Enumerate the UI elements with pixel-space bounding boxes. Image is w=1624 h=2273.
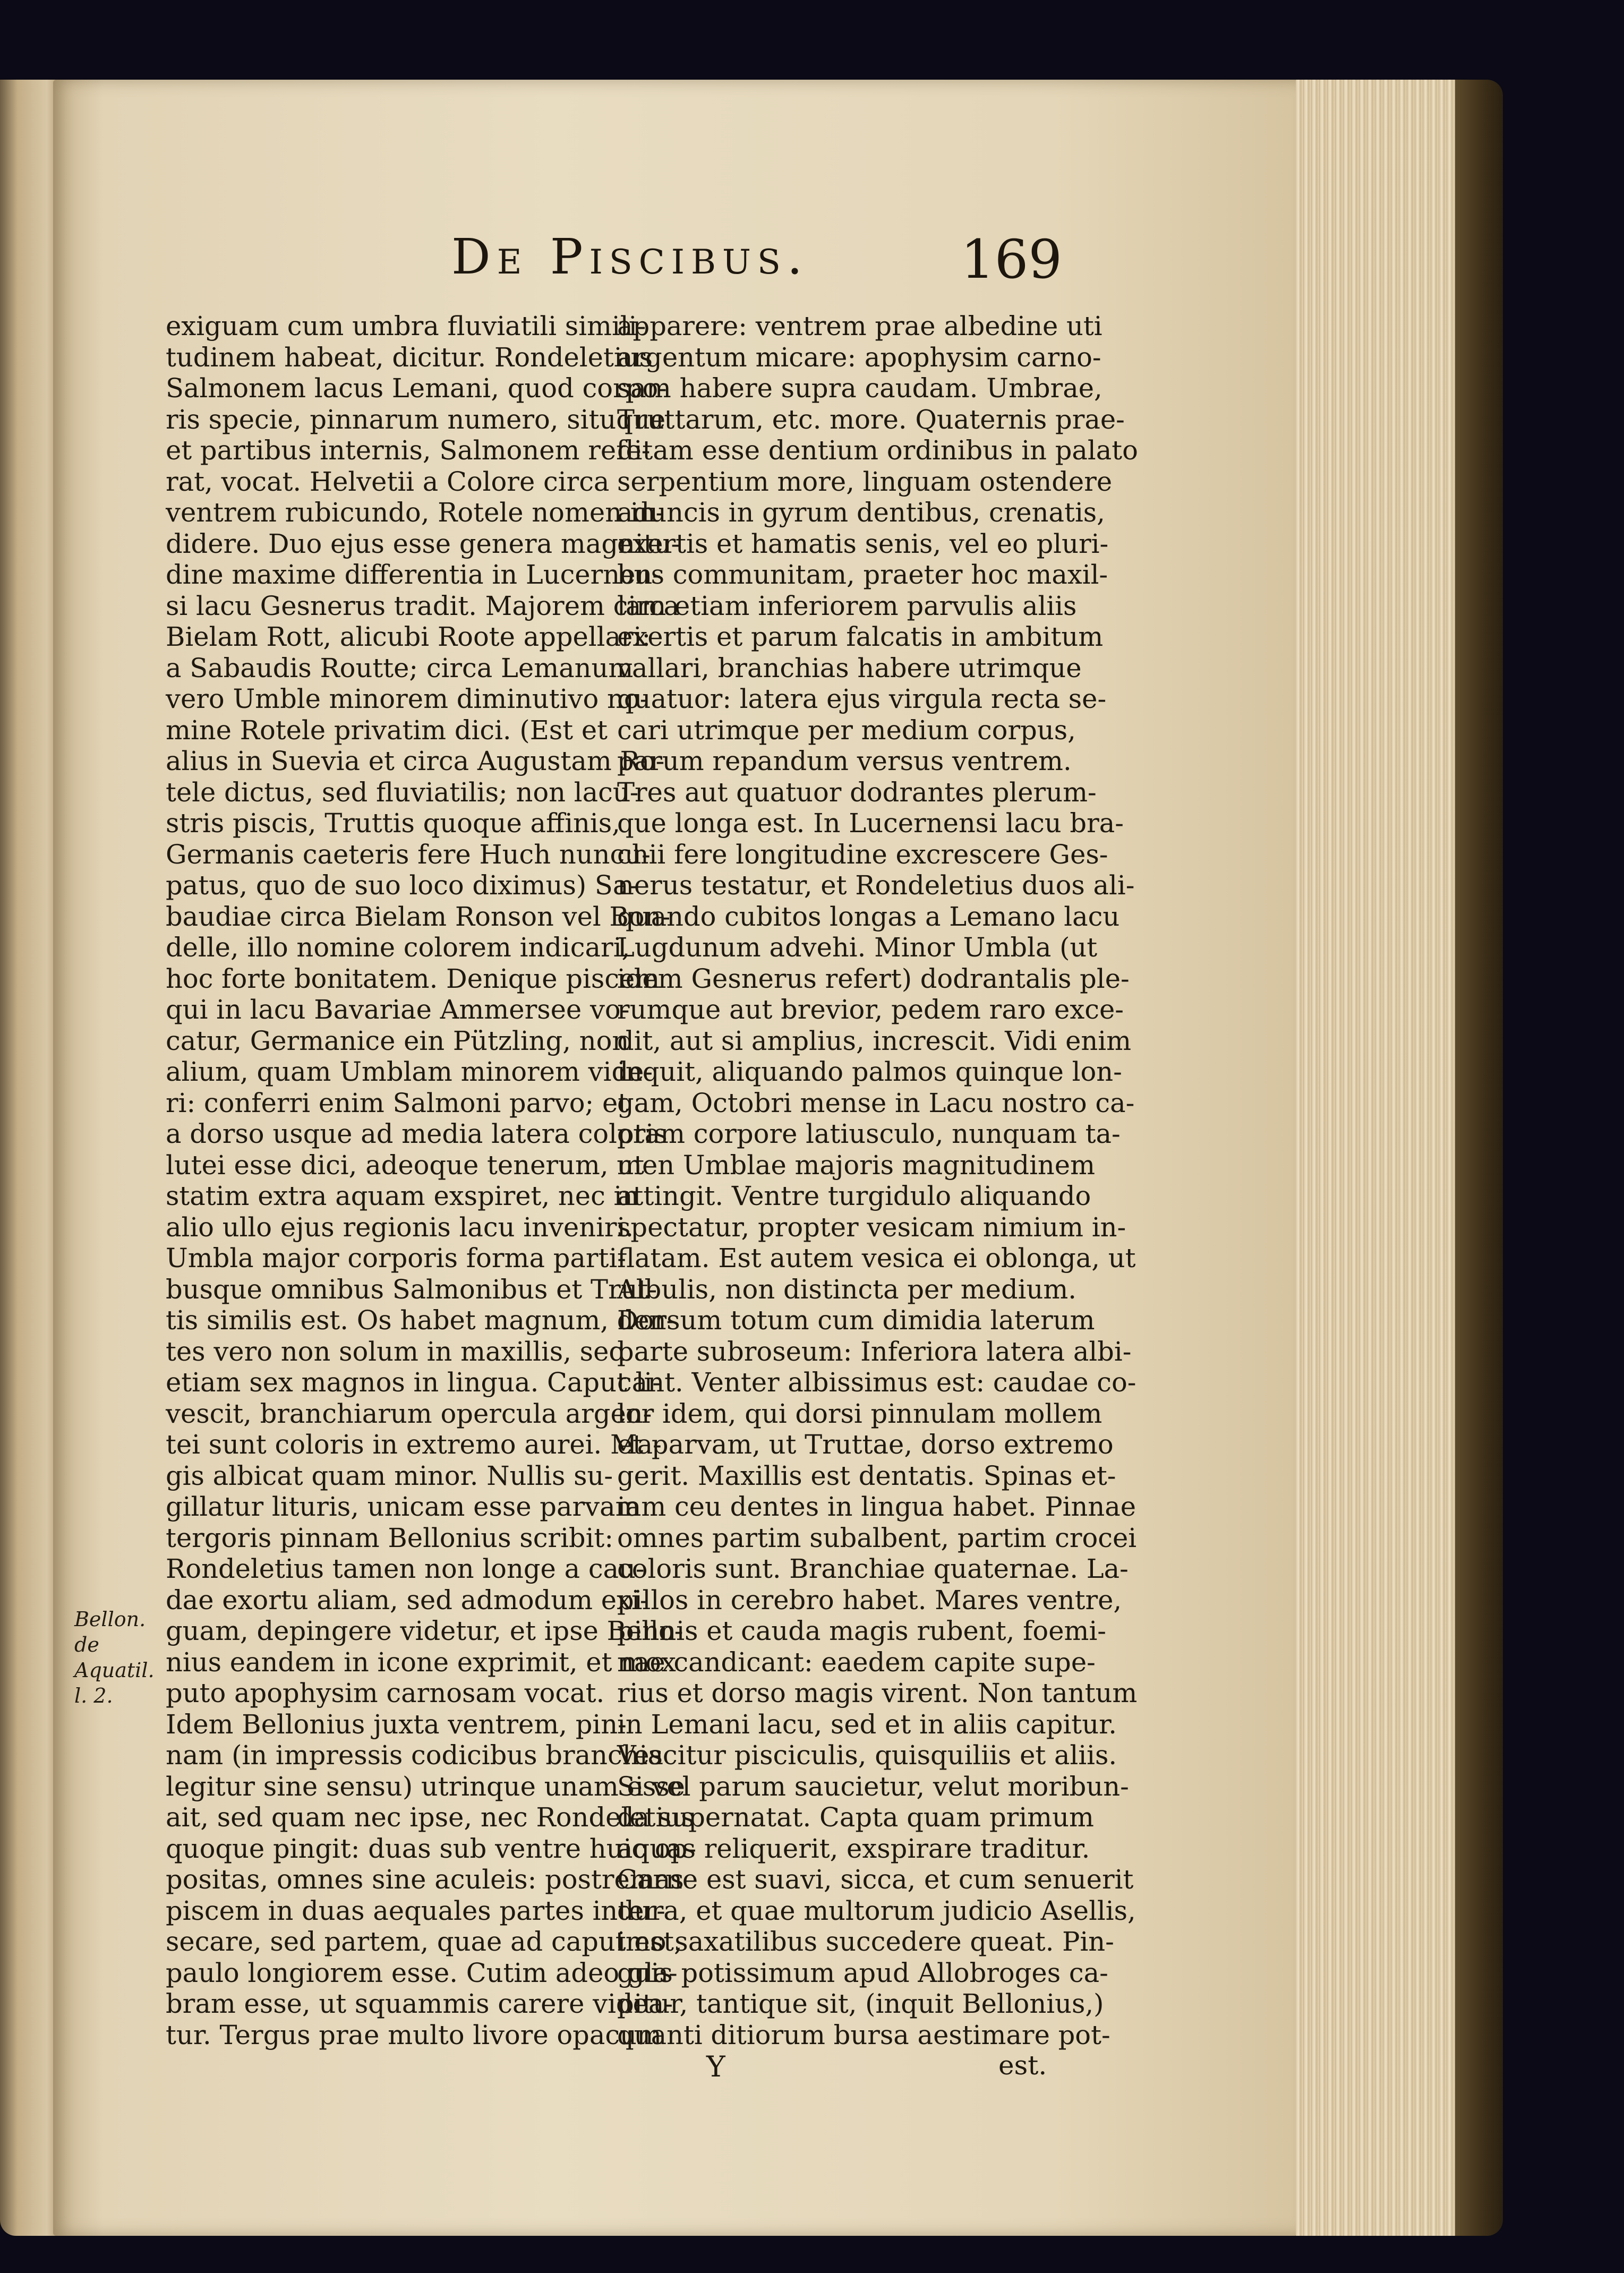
text-line: Carne est suavi, sicca, et cum senuerit bbox=[617, 1864, 1134, 1895]
text-line: idem Gesnerus refert) dodrantalis ple- bbox=[617, 963, 1130, 994]
text-line: a dorso usque ad media latera coloris bbox=[166, 1118, 668, 1149]
text-line: serpentium more, linguam ostendere bbox=[617, 466, 1113, 497]
marginal-note-line: Aquatil. l. 2. bbox=[74, 1659, 155, 1707]
text-line: chii fere longitudine excrescere Ges- bbox=[617, 839, 1108, 870]
text-line: bram esse, ut squammis carere videa- bbox=[166, 1988, 673, 2019]
text-line: positas, omnes sine aculeis: postremas bbox=[166, 1864, 684, 1895]
text-line: ventrem rubicundo, Rotele nomen in- bbox=[166, 497, 665, 528]
text-line: et parvam, ut Truttae, dorso extremo bbox=[617, 1429, 1114, 1460]
text-line: alio ullo ejus regionis lacu inveniri. bbox=[166, 1211, 634, 1243]
text-line: dine maxime differentia in Lucernen- bbox=[166, 559, 662, 590]
text-line: Albulis, non distincta per medium. bbox=[617, 1274, 1077, 1305]
text-line: da supernatat. Capta quam primum bbox=[617, 1802, 1094, 1833]
text-line: imo saxatilibus succedere queat. Pin- bbox=[617, 1926, 1114, 1957]
text-line: vero Umble minorem diminutivo no- bbox=[166, 683, 649, 714]
text-line: quanti ditiorum bursa aestimare pot- bbox=[617, 2019, 1110, 2050]
text-line: gis albicat quam minor. Nullis su- bbox=[166, 1460, 613, 1491]
text-line: vescit, branchiarum opercula argen- bbox=[166, 1398, 652, 1429]
text-line: catur, Germanice ein Pützling, non bbox=[166, 1025, 629, 1056]
text-line: pinnis et cauda magis rubent, foemi- bbox=[617, 1616, 1106, 1646]
text-line: spectatur, propter vesicam nimium in- bbox=[617, 1211, 1126, 1243]
text-line: tele dictus, sed fluviatilis; non lacu- bbox=[166, 776, 639, 808]
text-line: delle, illo nomine colorem indicari, bbox=[166, 932, 630, 963]
text-line: apparere: ventrem prae albedine uti bbox=[617, 311, 1102, 341]
text-line: etiam sex magnos in lingua. Caput li- bbox=[166, 1367, 662, 1398]
facing-page-edge bbox=[0, 80, 58, 2236]
text-line: pillos in cerebro habet. Mares ventre, bbox=[617, 1584, 1122, 1616]
text-line: quoque pingit: duas sub ventre huic op- bbox=[166, 1833, 697, 1864]
text-line: Idem Bellonius juxta ventrem, pin- bbox=[166, 1708, 627, 1740]
text-line: stris piscis, Truttis quoque affinis, bbox=[166, 808, 620, 839]
text-line: men Umblae majoris magnitudinem bbox=[617, 1149, 1096, 1181]
text-line: flatam. Est autem vesica ei oblonga, ut bbox=[617, 1243, 1136, 1274]
text-line: et partibus internis, Salmonem refe- bbox=[166, 435, 651, 466]
text-line: aquas reliquerit, exspirare traditur. bbox=[617, 1833, 1090, 1864]
text-line: ris specie, pinnarum numero, situque bbox=[166, 404, 666, 435]
text-line: alius in Suevia et circa Augustam Ro- bbox=[166, 746, 665, 776]
page-number: 169 bbox=[961, 228, 1062, 290]
text-line: aduncis in gyrum dentibus, crenatis, bbox=[617, 497, 1105, 528]
text-line: hoc forte bonitatem. Denique piscem bbox=[166, 963, 660, 994]
text-line: nerus testatur, et Rondeletius duos ali- bbox=[617, 870, 1135, 901]
text-line: quatuor: latera ejus virgula recta se- bbox=[617, 683, 1107, 714]
text-line: statim extra aquam exspiret, nec in bbox=[166, 1181, 639, 1211]
text-line: Si vel parum saucietur, velut moribun- bbox=[617, 1771, 1129, 1802]
text-line: puto apophysim carnosam vocat. bbox=[166, 1678, 605, 1708]
text-line: cant. Venter albissimus est: caudae co- bbox=[617, 1367, 1136, 1398]
text-line: patus, quo de suo loco diximus) Sa- bbox=[166, 870, 638, 901]
text-line: alium, quam Umblam minorem vide- bbox=[166, 1056, 653, 1087]
text-line: rumque aut brevior, pedem raro exce- bbox=[617, 994, 1124, 1025]
text-line: argentum micare: apophysim carno- bbox=[617, 341, 1101, 373]
text-line: ptam corpore latiusculo, nunquam ta- bbox=[617, 1118, 1121, 1149]
text-line: lor idem, qui dorsi pinnulam mollem bbox=[617, 1398, 1102, 1429]
text-line: rat, vocat. Helvetii a Colore circa bbox=[166, 466, 610, 497]
text-line: attingit. Ventre turgidulo aliquando bbox=[617, 1181, 1091, 1211]
text-line: Dorsum totum cum dimidia laterum bbox=[617, 1305, 1095, 1336]
text-line: qui in lacu Bavariae Ammersee vo- bbox=[166, 994, 630, 1025]
text-line: ditam esse dentium ordinibus in palato bbox=[617, 435, 1138, 466]
text-line: busque omnibus Salmonibus et Trut- bbox=[166, 1274, 657, 1305]
text-line: gam, Octobri mense in Lacu nostro ca- bbox=[617, 1087, 1135, 1118]
text-line: Bielam Rott, alicubi Roote appellari: bbox=[166, 621, 651, 652]
text-line: guis potissimum apud Allobroges ca- bbox=[617, 1957, 1108, 1988]
text-line: didere. Duo ejus esse genera magnitu- bbox=[166, 528, 680, 559]
text-line: gerit. Maxillis est dentatis. Spinas et- bbox=[617, 1460, 1116, 1491]
text-line: nam (in impressis codicibus branchia bbox=[166, 1740, 663, 1771]
running-head: De Piscibus. bbox=[451, 228, 809, 285]
text-line: Truttarum, etc. more. Quaternis prae- bbox=[617, 404, 1125, 435]
text-line: nius eandem in icone exprimit, et mox bbox=[166, 1646, 676, 1678]
text-line: a Sabaudis Routte; circa Lemanum bbox=[166, 652, 634, 683]
text-line: exiguam cum umbra fluviatili simili- bbox=[166, 311, 646, 341]
text-line: Umbla major corporis forma parti- bbox=[166, 1243, 626, 1274]
text-line: lutei esse dici, adeoque tenerum, ut bbox=[166, 1149, 645, 1181]
text-line: Tres aut quatuor dodrantes plerum- bbox=[617, 776, 1097, 808]
right-column bbox=[617, 311, 1138, 2050]
text-line: vallari, branchias habere utrimque bbox=[617, 652, 1082, 683]
text-line: guam, depingere videtur, et ipse Bello- bbox=[166, 1616, 683, 1646]
text-line: quando cubitos longas a Lemano lacu bbox=[617, 901, 1120, 932]
book-cover-edge bbox=[1455, 80, 1503, 2236]
text-line: Germanis caeteris fere Huch nuncu- bbox=[166, 839, 651, 870]
text-line: omnes partim subalbent, partim crocei bbox=[617, 1522, 1137, 1553]
text-line: gillatur lituris, unicam esse parvam bbox=[166, 1491, 640, 1522]
text-line: exertis et parum falcatis in ambitum bbox=[617, 621, 1104, 652]
text-line: Salmonem lacus Lemani, quod corpo- bbox=[166, 373, 667, 404]
text-line: si lacu Gesnerus tradit. Majorem circa bbox=[166, 590, 680, 621]
page-header bbox=[451, 228, 1062, 308]
text-line: parum repandum versus ventrem. bbox=[617, 746, 1072, 776]
text-line: dit, aut si amplius, increscit. Vidi enim bbox=[617, 1025, 1132, 1056]
text-line: rius et dorso magis virent. Non tantum bbox=[617, 1678, 1138, 1708]
text-line: iam ceu dentes in lingua habet. Pinnae bbox=[617, 1491, 1136, 1522]
text-line: que longa est. In Lucernensi lacu bra- bbox=[617, 808, 1124, 839]
text-line: tis similis est. Os habet magnum, den- bbox=[166, 1305, 676, 1336]
marginal-note bbox=[74, 1607, 165, 1708]
text-line: dura, et quae multorum judicio Asellis, bbox=[617, 1895, 1136, 1926]
page-edges bbox=[1296, 80, 1471, 2236]
text-line: baudiae circa Bielam Ronson vel Bon- bbox=[166, 901, 671, 932]
text-line: tergoris pinnam Bellonius scribit: bbox=[166, 1522, 613, 1553]
marginal-note-line: Bellon. de bbox=[74, 1608, 146, 1656]
text-line: pitur, tantique sit, (inquit Bellonius,) bbox=[617, 1988, 1104, 2019]
text-line: legitur sine sensu) utrinque unam esse bbox=[166, 1771, 685, 1802]
text-line: Lugdunum advehi. Minor Umbla (ut bbox=[617, 932, 1098, 963]
text-line: Rondeletius tamen non longe a cau- bbox=[166, 1553, 645, 1584]
text-line: piscem in duas aequales partes inter- bbox=[166, 1895, 665, 1926]
text-line: sam habere supra caudam. Umbrae, bbox=[617, 373, 1102, 404]
text-line: exertis et hamatis senis, vel eo pluri- bbox=[617, 528, 1109, 559]
text-line: tei sunt coloris in extremo aurei. Ma- bbox=[166, 1429, 662, 1460]
text-line: ait, sed quam nec ipse, nec Rondeletius bbox=[166, 1802, 695, 1833]
text-line: dae exortu aliam, sed admodum exi- bbox=[166, 1584, 649, 1616]
text-line: in Lemani lacu, sed et in aliis capitur. bbox=[617, 1708, 1117, 1740]
catchword: est. bbox=[998, 2050, 1047, 2081]
text-line: mine Rotele privatim dici. (Est et bbox=[166, 714, 608, 746]
text-line: tur. Tergus prae multo livore opacum bbox=[166, 2019, 662, 2050]
text-line: secare, sed partem, quae ad caput est, bbox=[166, 1926, 682, 1957]
text-line: paulo longiorem esse. Cutim adeo gla- bbox=[166, 1957, 678, 1988]
text-line: parte subroseum: Inferiora latera albi- bbox=[617, 1336, 1132, 1367]
text-line: nae candicant: eaedem capite supe- bbox=[617, 1646, 1096, 1678]
text-line: cari utrimque per medium corpus, bbox=[617, 714, 1076, 746]
text-line: ri: conferri enim Salmoni parvo; et bbox=[166, 1087, 629, 1118]
text-line: inquit, aliquando palmos quinque lon- bbox=[617, 1056, 1122, 1087]
text-line: coloris sunt. Branchiae quaternae. La- bbox=[617, 1553, 1129, 1584]
text-line: Vescitur pisciculis, quisquiliis et aliis. bbox=[617, 1740, 1117, 1771]
text-line: tes vero non solum in maxillis, sed bbox=[166, 1336, 626, 1367]
text-line: lam etiam inferiorem parvulis aliis bbox=[617, 590, 1077, 621]
signature-mark: Y bbox=[706, 2050, 725, 2083]
text-line: tudinem habeat, dicitur. Rondeletius bbox=[166, 341, 653, 373]
text-line: bus communitam, praeter hoc maxil- bbox=[617, 559, 1108, 590]
left-column bbox=[166, 311, 697, 2050]
